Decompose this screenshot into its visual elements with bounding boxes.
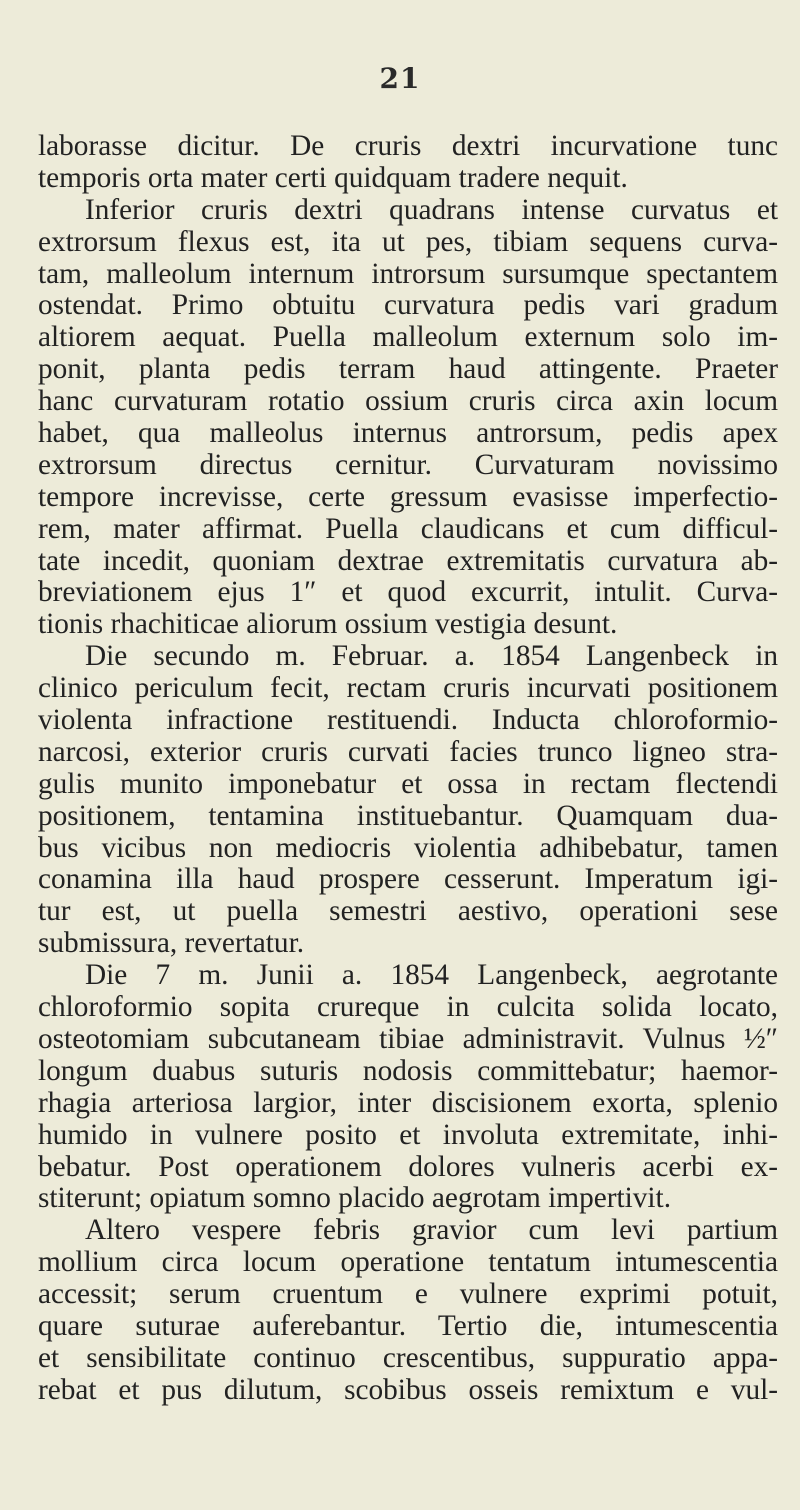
text-line: et sensibilitate continuo crescentibus, suppuratio appa-	[38, 1341, 778, 1374]
text-line: positionem, tentamina instituebantur. Quamquam dua-	[38, 799, 778, 832]
text-line: humido in vulnere posito et involuta extremitate, inhi-	[38, 1118, 778, 1151]
text-line: rebat et pus dilutum, scobibus osseis remixtum e vul-	[38, 1373, 778, 1406]
text-line: tur est, ut puella semestri aestivo, operationi sese	[38, 895, 778, 928]
text-line: rem, mater affirmat. Puella claudicans et cum difficul-	[38, 512, 778, 545]
text-line: Inferior cruris dextri quadrans intense curvatus et	[85, 193, 778, 226]
text-line: hanc curvaturam rotatio ossium cruris circa axin locum	[38, 385, 778, 418]
text-line: clinico periculum fecit, rectam cruris incurvati positionem	[38, 672, 778, 705]
text-line: Altero vespere febris gravior cum levi partium	[85, 1214, 778, 1247]
page-number: 21	[379, 62, 421, 95]
text-line: rhagia arteriosa largior, inter discisionem exorta, splenio	[38, 1086, 778, 1119]
text-line: extrorsum directus cernitur. Curvaturam novissimo	[38, 448, 778, 481]
text-line: tempore increvisse, certe gressum evasisse imperfectio-	[38, 480, 778, 513]
text-line: laborasse dicitur. De cruris dextri incurvatione tunc	[38, 130, 778, 162]
text-line: gulis munito imponebatur et ossa in rectam flectendi	[38, 767, 778, 800]
text-line: narcosi, exterior cruris curvati facies trunco ligneo stra-	[38, 735, 778, 768]
text-line: tam, malleolum internum introrsum sursumque spectantem	[38, 257, 778, 290]
text-line: ponit, planta pedis terram haud attingente. Praeter	[38, 353, 778, 386]
text-line: Die secundo m. Februar. a. 1854 Langenbeck in	[85, 640, 778, 673]
text-line: tate incedit, quoniam dextrae extremitatis curvatura ab-	[38, 544, 778, 577]
text-line: temporis orta mater certi quidquam tradere nequit.	[38, 161, 628, 194]
body-text	[38, 131, 778, 1407]
text-line: altiorem aequat. Puella malleolum externum solo im-	[38, 321, 778, 354]
text-line: bebatur. Post operationem dolores vulneris acerbi ex-	[38, 1150, 778, 1183]
text-line: violenta infractione restituendi. Inducta chloroformio-	[38, 704, 778, 737]
text-line: submissura, revertatur.	[38, 927, 305, 960]
text-line: breviationem ejus 1″ et quod excurrit, intulit. Curva-	[38, 576, 778, 609]
text-line: tionis rhachiticae aliorum ossium vestigia desunt.	[38, 608, 618, 641]
text-line: extrorsum flexus est, ita ut pes, tibiam sequens curva-	[38, 225, 778, 258]
text-line: ostendat. Primo obtuitu curvatura pedis vari gradum	[38, 289, 778, 322]
text-line: conamina illa haud prospere cesserunt. Imperatum igi-	[38, 863, 778, 896]
text-line: chloroformio sopita crureque in culcita solida locato,	[38, 991, 778, 1024]
text-line: mollium circa locum operatione tentatum intumescentia	[38, 1246, 778, 1279]
text-line: stiterunt; opiatum somno placido aegrotam impertivit.	[38, 1182, 672, 1215]
text-line: bus vicibus non mediocris violentia adhibebatur, tamen	[38, 831, 778, 864]
text-line: Die 7 m. Junii a. 1854 Langenbeck, aegrotante	[85, 959, 778, 992]
text-line: habet, qua malleolus internus antrorsum, pedis apex	[38, 417, 778, 450]
text-line: accessit; serum cruentum e vulnere exprimi potuit,	[38, 1278, 778, 1311]
text-line: quare suturae auferebantur. Tertio die, intumescentia	[38, 1309, 778, 1342]
text-line: osteotomiam subcutaneam tibiae administravit. Vulnus ½″	[38, 1022, 778, 1055]
text-line: longum duabus suturis nodosis committebatur; haemor-	[38, 1054, 778, 1087]
